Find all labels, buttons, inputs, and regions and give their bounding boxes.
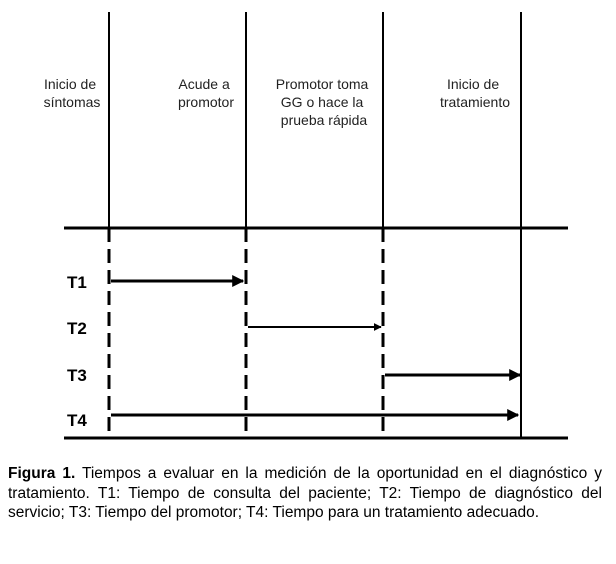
header-inicio-tratamiento: Inicio de tratamiento [439, 76, 511, 110]
figure-caption [8, 464, 602, 523]
interval-label-t1: T1 [67, 273, 87, 292]
caption-text: Tiempos a evaluar en la medición de la oportunidad en el diagnóstico y tratamiento. T1: Tiempo de consulta del paciente; T2: Tiempo de diagnóstico del servicio; T3: Tiempo del promotor; T4: Tiempo para un tratamiento adecuado. [8, 465, 602, 521]
header-promotor-toma: Promotor toma GG o hace la prueba rápida [275, 76, 369, 128]
interval-label-t3: T3 [67, 366, 87, 385]
caption-label: Figura 1. [8, 465, 76, 482]
header-acude-promotor: Acude a promotor [177, 76, 235, 110]
interval-label-t2: T2 [67, 319, 87, 338]
interval-label-t4: T4 [67, 411, 87, 430]
header-inicio-sintomas: Inicio de síntomas [43, 76, 101, 110]
